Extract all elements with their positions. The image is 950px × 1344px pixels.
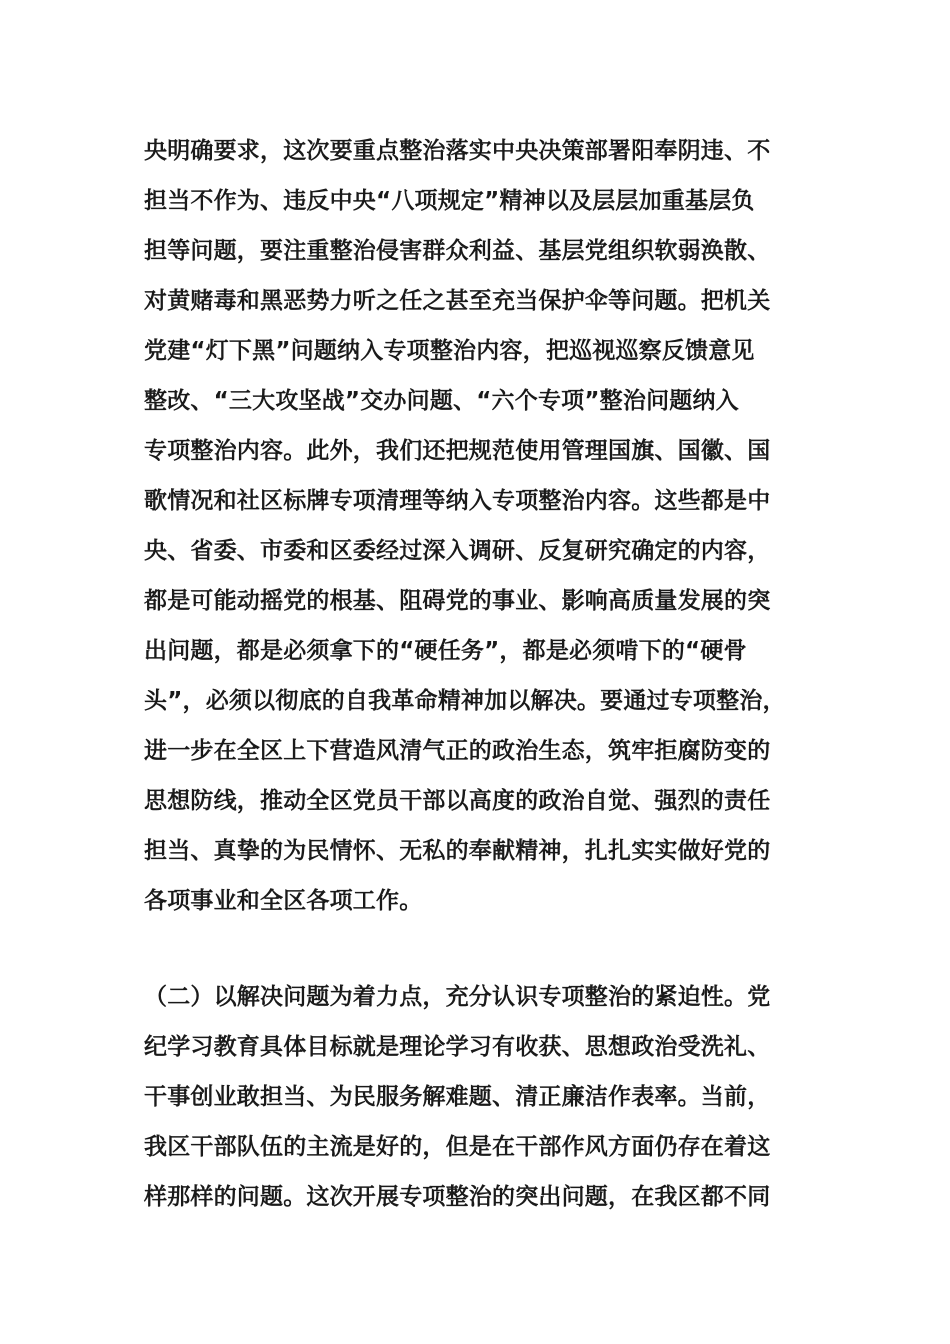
text-line: 担当不作为、违反中央“八项规定”精神以及层层加重基层负 (144, 188, 755, 214)
text-line: 担等问题，要注重整治侵害群众利益、基层党组织软弱涣散、 (144, 238, 771, 264)
text-line: 进一步在全区上下营造风清气正的政治生态，筑牢拒腐防变的 (144, 738, 771, 764)
text-line: 思想防线，推动全区党员干部以高度的政治自觉、强烈的责任 (144, 788, 771, 814)
text-line: 出问题，都是必须拿下的“硬任务”，都是必须啃下的“硬骨 (144, 638, 747, 664)
text-line: 都是可能动摇党的根基、阻碍党的事业、影响高质量发展的突 (144, 588, 771, 614)
text-line: 各项事业和全区各项工作。 (144, 888, 423, 914)
text-line: 纪学习教育具体目标就是理论学习有收获、思想政治受洗礼、 (144, 1034, 771, 1060)
text-line: 头”，必须以彻底的自我革命精神加以解决。要通过专项整治， (144, 688, 786, 714)
section-heading-line: （二）以解决问题为着力点，充分认识专项整治的紧迫性。党 (144, 984, 771, 1010)
text-line: 整改、“三大攻坚战”交办问题、“六个专项”整治问题纳入 (144, 388, 739, 414)
paragraph-2 (144, 972, 844, 1222)
text-line: 专项整治内容。此外，我们还把规范使用管理国旗、国徽、国 (144, 438, 771, 464)
text-line: 歌情况和社区标牌专项清理等纳入专项整治内容。这些都是中 (144, 488, 771, 514)
text-line: 样那样的问题。这次开展专项整治的突出问题，在我区都不同 (144, 1184, 771, 1210)
paragraph-1 (144, 126, 844, 926)
text-line: 央、省委、市委和区委经过深入调研、反复研究确定的内容， (144, 538, 771, 564)
text-line: 对黄赌毒和黑恶势力听之任之甚至充当保护伞等问题。把机关 (144, 288, 771, 314)
text-line: 干事创业敢担当、为民服务解难题、清正廉洁作表率。当前， (144, 1084, 771, 1110)
text-line: 党建“灯下黑”问题纳入专项整治内容，把巡视巡察反馈意见 (144, 338, 755, 364)
text-line: 我区干部队伍的主流是好的，但是在干部作风方面仍存在着这 (144, 1134, 771, 1160)
text-line: 央明确要求，这次要重点整治落实中央决策部署阳奉阴违、不 (144, 138, 771, 164)
text-line: 担当、真挚的为民情怀、无私的奉献精神，扎扎实实做好党的 (144, 838, 771, 864)
